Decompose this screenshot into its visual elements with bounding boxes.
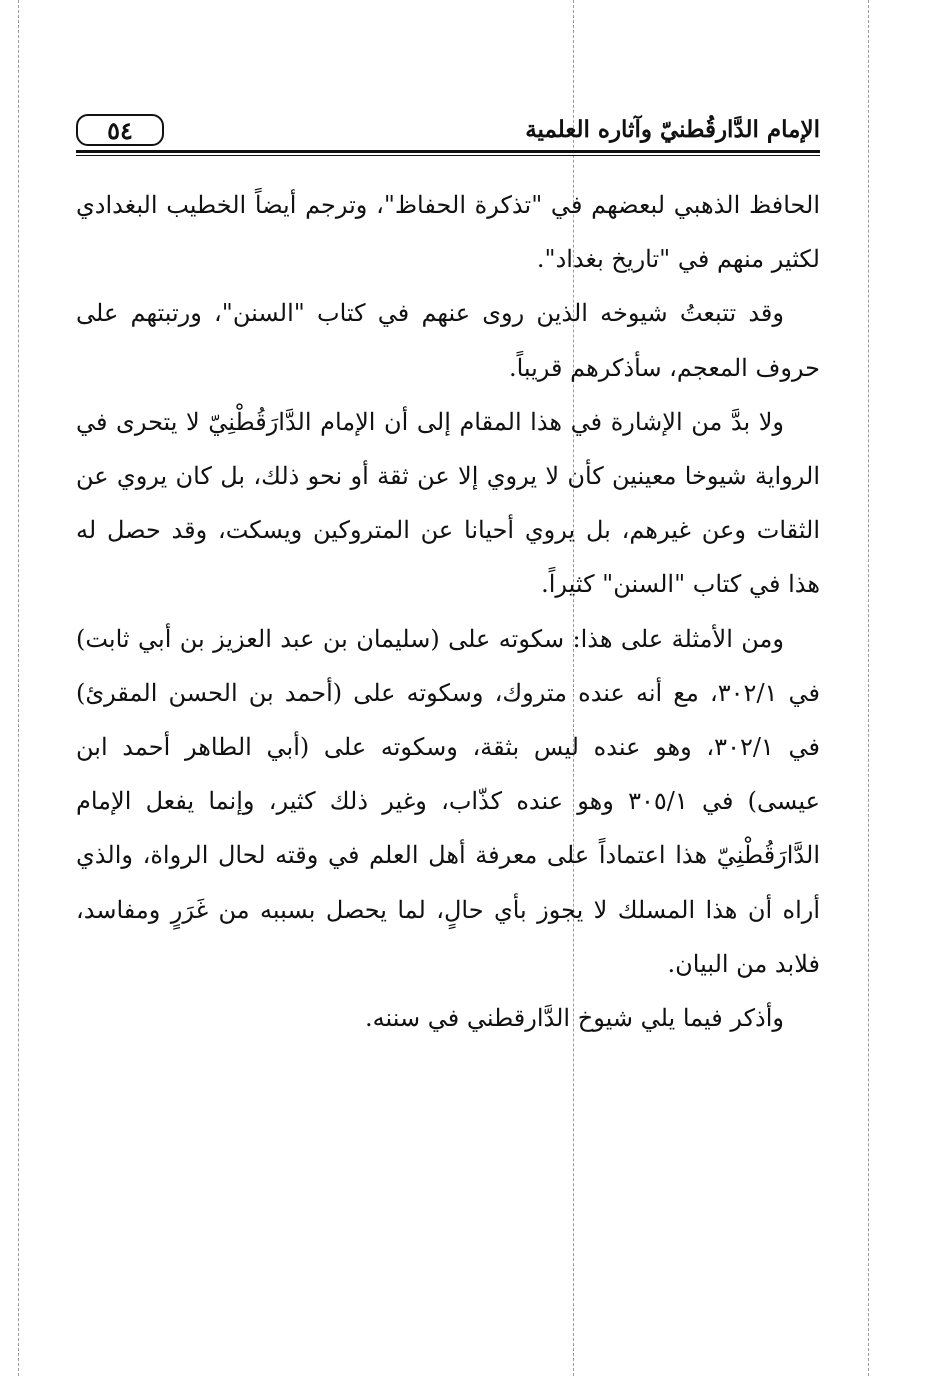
paragraph-1: الحافظ الذهبي لبعضهم في "تذكرة الحفاظ"، وترجم أيضاً الخطيب البغدادي لكثير منهم في "تاريخ بغداد". [76,191,820,274]
fold-line-left [18,0,19,1376]
body-text [76,178,820,1045]
running-title: الإمام الدَّارقُطنيّ وآثاره العلمية [525,116,820,143]
paragraph-3: ولا بدَّ من الإشارة في هذا المقام إلى أن الإمام الدَّارَقُطْنِيّ لا يتحرى في الرواية شيوخا معينين كأن لا يروي إلا عن ثقة أو نحو ذلك، بل كان يروي عن الثقات وعن غيرهم، بل يروي أحيانا عن المتروكين ويسكت، وقد حصل له هذا في كتاب "السنن" كثيراً. [76,407,820,599]
page-number: ٥٤ [76,114,164,146]
fold-line-right [868,0,869,1376]
header-rule-thin [76,155,820,156]
paragraph-4: ومن الأمثلة على هذا: سكوته على (سليمان بن عبد العزيز بن أبي ثابت) في ٣٠٢/١، مع أنه عنده متروك، وسكوته على (أحمد بن الحسن المقرئ) في ٣٠٢/١، وهو عنده ليس بثقة، وسكوته على (أبي الطاهر أحمد ابن عيسى) في ٣٠٥/١ وهو عنده كذّاب، وغير ذلك كثير، وإنما يفعل الإمام الدَّارَقُطْنِيّ هذا اعتماداً على معرفة أهل العلم في وقته لحال الرواة، والذي أراه أن هذا المسلك لا يجوز بأي حالٍ، لما يحصل بسببه من غَرَرٍ ومفاسد، فلابد من البيان. [76,624,820,978]
paragraph-2: وقد تتبعتُ شيوخه الذين روى عنهم في كتاب "السنن"، ورتبتهم على حروف المعجم، سأذكرهم قريباً. [76,299,820,382]
header-rule-thick [76,150,820,153]
paragraph-5: وأذكر فيما يلي شيوخ الدَّارقطني في سننه. [365,1004,784,1033]
